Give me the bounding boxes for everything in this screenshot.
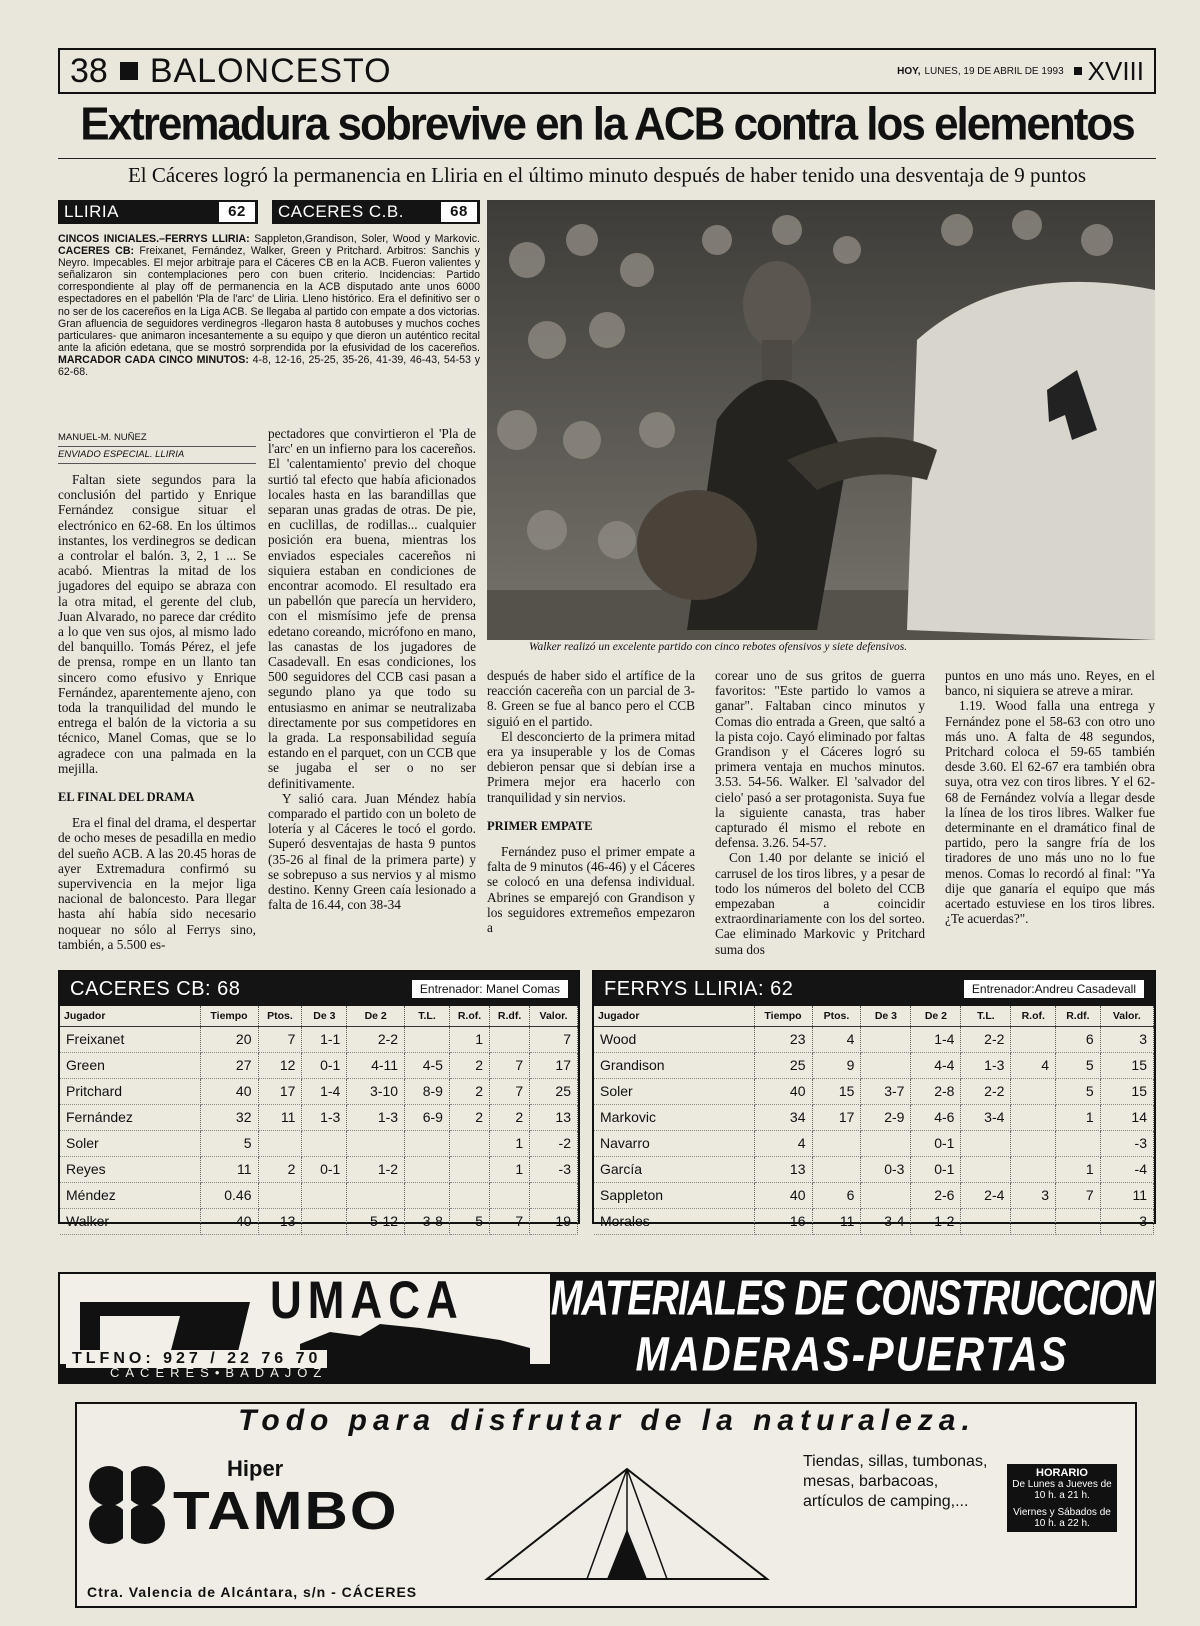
table-header-row <box>60 1006 578 1026</box>
stat-cell <box>1011 1130 1056 1156</box>
stat-cell: 17 <box>530 1052 578 1078</box>
stat-cell: 7 <box>490 1078 530 1104</box>
stat-cell: 27 <box>200 1052 258 1078</box>
tambo-brand: TAMBO <box>173 1480 399 1541</box>
stat-cell: 4 <box>1011 1052 1056 1078</box>
team-score: 62 <box>219 202 255 222</box>
column-header: Ptos. <box>258 1006 302 1026</box>
photo-caption: Walker realizó un excelente partido con cinco rebotes ofensivos y siete defensivos. <box>529 641 908 653</box>
stat-cell: 9 <box>812 1052 861 1078</box>
ad-umaca <box>58 1272 1156 1384</box>
author-role: ENVIADO ESPECIAL. LLIRIA <box>58 447 256 464</box>
stat-cell <box>1056 1130 1101 1156</box>
stat-cell <box>302 1182 347 1208</box>
stat-cell: 11 <box>200 1156 258 1182</box>
ad-line-2: MADERAS-PUERTAS <box>635 1328 1069 1382</box>
stat-cell <box>405 1130 450 1156</box>
score-box-caceres <box>272 200 480 224</box>
stat-cell: 20 <box>200 1026 258 1052</box>
article-column-5 <box>945 668 1155 926</box>
stat-cell: 5 <box>1056 1052 1101 1078</box>
cities: CACERES•BADAJOZ <box>110 1365 328 1380</box>
column-header: R.of. <box>449 1006 489 1026</box>
stat-cell: 1-3 <box>961 1052 1011 1078</box>
divider <box>58 158 1156 159</box>
stats-table-caceres <box>58 970 580 1229</box>
table-row <box>60 1156 578 1182</box>
player-name: Walker <box>60 1208 200 1234</box>
stat-cell: 5 <box>1056 1078 1101 1104</box>
info-text: 4-8, 12-16, 25-25, 35-26, 41-39, 46-43, 54-53 y 62-68. <box>58 353 480 379</box>
paragraph: pectadores que convirtieron el 'Pla de l'arc' en un infierno para los cacereños. El 'calentamiento' previo del choque surtió tal efecto que había aficionados locales hasta en las barandillas que separan unas gradas de otras. De pie, en cuclillas, de rodillas... cualquier posición era buena, mientras los enviados especiales cacereños ni siquiera estaban en condiciones de encontrar acomodo. El resultado era un pabellón que parecía un hervidero, con el mismísimo jefe de prensa edetano coreando, micrófono en mano, las canastas de los jugadores de Casadevall. En esas condiciones, los 500 seguidores del CCB casi pasan a segundo plano ya que todo su entusiasmo en animar se neutralizaba directamente por sus competidores en la grada. La responsabilidad seguía estando en el parquet, con un CCB que se jugaba el ser o no ser definitivamente. <box>268 426 476 791</box>
column-header: Jugador <box>594 1006 754 1026</box>
article-column-2 <box>268 426 476 913</box>
player-name: Freixanet <box>60 1026 200 1052</box>
stat-cell: 11 <box>812 1208 861 1234</box>
player-name: Soler <box>60 1130 200 1156</box>
stat-cell: 2 <box>449 1078 489 1104</box>
stat-cell: 1-2 <box>347 1156 405 1182</box>
player-name: Morales <box>594 1208 754 1234</box>
tambo-logo-icon <box>87 1464 167 1544</box>
player-name: García <box>594 1156 754 1182</box>
game-photo <box>487 200 1155 640</box>
player-name: Navarro <box>594 1130 754 1156</box>
article-column-1 <box>58 472 256 952</box>
column-header: R.of. <box>1011 1006 1056 1026</box>
stat-cell <box>812 1156 861 1182</box>
stat-cell <box>449 1156 489 1182</box>
stat-cell <box>1011 1104 1056 1130</box>
stat-cell: 40 <box>754 1078 812 1104</box>
table-row <box>594 1026 1154 1052</box>
paragraph: Fernández puso el primer empate a falta de 9 minutos (46-46) y el Cáceres se colocó en una defensa individual. Abrines se emparejó con Grandison y los seguidores extremeños empezaron a <box>487 844 695 936</box>
stat-cell: 1-4 <box>911 1026 961 1052</box>
horario-title: HORARIO <box>1036 1467 1088 1479</box>
table-row <box>594 1156 1154 1182</box>
stat-cell: 2-2 <box>961 1026 1011 1052</box>
stat-cell: 40 <box>754 1182 812 1208</box>
stat-cell: 16 <box>754 1208 812 1234</box>
stat-cell <box>449 1182 489 1208</box>
column-header: De 3 <box>302 1006 347 1026</box>
stat-cell: 11 <box>1100 1182 1153 1208</box>
stat-cell: 17 <box>812 1104 861 1130</box>
info-lead: CINCOS INICIALES.–FERRYS LLIRIA: <box>58 233 250 245</box>
stat-cell: 3-4 <box>961 1104 1011 1130</box>
subheading: EL FINAL DEL DRAMA <box>58 790 195 805</box>
headline: Extremadura sobrevive en la ACB contra los elementos <box>80 98 1134 151</box>
stat-cell <box>1011 1078 1056 1104</box>
stat-cell: 17 <box>258 1078 302 1104</box>
stat-cell: 2 <box>490 1104 530 1130</box>
stat-cell: 0.46 <box>200 1182 258 1208</box>
stats-table <box>60 1006 578 1235</box>
section-title: BALONCESTO <box>149 51 392 90</box>
stat-cell: 2 <box>258 1156 302 1182</box>
team-name: LLIRIA <box>64 202 119 221</box>
team-score: 68 <box>441 202 477 222</box>
stat-cell <box>347 1182 405 1208</box>
stat-cell <box>1011 1156 1056 1182</box>
player-name: Soler <box>594 1078 754 1104</box>
stat-cell: 4-4 <box>911 1052 961 1078</box>
table-row <box>60 1104 578 1130</box>
stat-cell: 1-3 <box>347 1104 405 1130</box>
horario-box <box>1007 1464 1117 1532</box>
player-name: Grandison <box>594 1052 754 1078</box>
stat-cell: 5-12 <box>347 1208 405 1234</box>
subheading: PRIMER EMPATE <box>487 818 593 833</box>
table-row <box>594 1104 1154 1130</box>
paragraph: Faltan siete segundos para la conclusión del partido y Enrique Fernández consigue situar el electrónico en 62-68. En los últimos instantes, los verdinegros se dedican a controlar el balón. 3, 2, 1 ... Se acabó. Mientras la mitad de los jugadores del equipo se abraza con la otra mitad, el gerente del club, Juan Alvarado, no parece dar crédito a lo que ven sus ojos, al mismo lado del banquillo. Tomás Pérez, el jefe de prensa, rompe en un llanto tan sincero como efusivo y Enrique Fernández, aparentemente ajeno, con toda la tranquilidad del mundo le entrega el balón de la victoria a su técnico, Manel Comas, que se lo agradece con una palmada en la mejilla. <box>58 472 256 776</box>
column-header: De 2 <box>911 1006 961 1026</box>
stat-cell: -3 <box>1100 1130 1153 1156</box>
table-header-row <box>594 1006 1154 1026</box>
brand-name: UMACA <box>270 1271 464 1330</box>
column-header: Valor. <box>1100 1006 1153 1026</box>
stat-cell: 15 <box>1100 1052 1153 1078</box>
score-box-lliria <box>58 200 258 224</box>
column-header: Ptos. <box>812 1006 861 1026</box>
stat-cell: 25 <box>754 1052 812 1078</box>
player-name: Sappleton <box>594 1182 754 1208</box>
stat-cell <box>1011 1026 1056 1052</box>
stat-cell: 2-4 <box>961 1182 1011 1208</box>
stat-cell: 6 <box>812 1182 861 1208</box>
stat-cell <box>1056 1208 1101 1234</box>
stat-cell: 32 <box>200 1104 258 1130</box>
stat-cell: 1 <box>449 1026 489 1052</box>
stat-cell: 2 <box>449 1104 489 1130</box>
paragraph: puntos en uno más uno. Reyes, en el banco, ni siquiera se atreve a mirar. <box>945 668 1155 699</box>
stat-cell <box>961 1130 1011 1156</box>
coach-label: Entrenador:Andreu Casadevall <box>964 980 1144 998</box>
stat-cell: 4-6 <box>911 1104 961 1130</box>
column-header: Valor. <box>530 1006 578 1026</box>
stat-cell: 7 <box>490 1208 530 1234</box>
stat-cell: 15 <box>1100 1078 1153 1104</box>
stat-cell: 15 <box>812 1078 861 1104</box>
stat-cell: 25 <box>530 1078 578 1104</box>
stat-cell: 13 <box>258 1208 302 1234</box>
ad-hiper-tambo <box>75 1402 1137 1608</box>
stat-cell: 6-9 <box>405 1104 450 1130</box>
stat-cell: 3-4 <box>861 1208 911 1234</box>
author: MANUEL-M. NUÑEZ <box>58 430 256 447</box>
roman-page: XVIII <box>1087 55 1144 86</box>
stat-cell <box>961 1156 1011 1182</box>
subheadline: El Cáceres logró la permanencia en Lliria en el último minuto después de haber tenido una desventaja de 9 puntos <box>127 163 1087 187</box>
column-header: T.L. <box>961 1006 1011 1026</box>
umaca-logo <box>60 1271 550 1382</box>
photo-illustration <box>487 200 1155 640</box>
stat-cell: 3-7 <box>861 1078 911 1104</box>
paragraph: Y salió cara. Juan Méndez había comparado el partido con un boleto de lotería y al Cáceres le tocó el gordo. Superó desventajas de hasta 9 puntos (35-26 al final de la primera parte) y se sobrepuso a sus nervios y al mismo destino. Kenny Green caía lesionado a falta de 16.44, con 38-34 <box>268 790 476 913</box>
player-name: Markovic <box>594 1104 754 1130</box>
stat-cell: 7 <box>490 1052 530 1078</box>
article-column-4 <box>715 668 925 957</box>
column-header: R.df. <box>490 1006 530 1026</box>
article-column-3 <box>487 668 695 935</box>
stat-cell: 19 <box>530 1208 578 1234</box>
stat-cell: 2-9 <box>861 1104 911 1130</box>
stat-cell <box>861 1130 911 1156</box>
stat-cell: 23 <box>754 1026 812 1052</box>
horario-weekdays: De Lunes a Jueves de 10 h. a 21 h. <box>1012 1479 1112 1501</box>
column-header: Tiempo <box>754 1006 812 1026</box>
stat-cell <box>258 1130 302 1156</box>
dateline <box>897 56 1144 87</box>
column-header: T.L. <box>405 1006 450 1026</box>
table-row <box>594 1078 1154 1104</box>
stat-cell: 2-6 <box>911 1182 961 1208</box>
stats-table <box>594 1006 1154 1235</box>
coach-label: Entrenador: Manel Comas <box>412 980 568 998</box>
column-header: Jugador <box>60 1006 200 1026</box>
stat-cell: 3 <box>1100 1026 1153 1052</box>
stat-cell: 1 <box>1056 1104 1101 1130</box>
table-row <box>60 1208 578 1234</box>
stat-cell <box>258 1182 302 1208</box>
byline <box>58 430 256 464</box>
table-row <box>594 1182 1154 1208</box>
table-row <box>594 1130 1154 1156</box>
stat-cell <box>812 1130 861 1156</box>
stat-cell: 11 <box>258 1104 302 1130</box>
column-header: De 3 <box>861 1006 911 1026</box>
issue-date: LUNES, 19 DE ABRIL DE 1993 <box>924 65 1064 77</box>
ad-products: Tiendas, sillas, tumbonas, mesas, barbacoas, artículos de camping,... <box>803 1453 988 1510</box>
stat-cell: 0-1 <box>302 1052 347 1078</box>
stat-cell: 1-3 <box>302 1104 347 1130</box>
ad-slogan: Todo para disfrutar de la naturaleza. <box>238 1404 976 1437</box>
paragraph: El desconcierto de la primera mitad era ya insuperable y los de Comas debieron pensar que si debían irse a Primera mejor era hacerlo con tranquilidad y sin nervios. <box>487 728 695 805</box>
stat-cell: 40 <box>200 1208 258 1234</box>
stat-cell: 0-3 <box>861 1156 911 1182</box>
stat-cell: 4 <box>812 1026 861 1052</box>
player-name: Fernández <box>60 1104 200 1130</box>
stat-cell <box>490 1026 530 1052</box>
stats-table-lliria <box>592 970 1156 1229</box>
stat-cell <box>405 1182 450 1208</box>
stat-cell <box>302 1208 347 1234</box>
stat-cell <box>490 1182 530 1208</box>
square-bullet-icon <box>120 62 138 80</box>
stat-cell: 7 <box>258 1026 302 1052</box>
stat-cell: 1-1 <box>302 1026 347 1052</box>
stat-cell: 40 <box>200 1078 258 1104</box>
stat-cell: 0-1 <box>302 1156 347 1182</box>
stat-cell <box>861 1052 911 1078</box>
team-name: CACERES C.B. <box>278 202 404 221</box>
player-name: Pritchard <box>60 1078 200 1104</box>
player-name: Green <box>60 1052 200 1078</box>
table-row <box>60 1078 578 1104</box>
horario-weekend: Viernes y Sábados de 10 h. a 22 h. <box>1013 1507 1111 1529</box>
phone: TLFNO: 927 / 22 76 70 <box>66 1350 327 1368</box>
stat-cell: -2 <box>530 1130 578 1156</box>
tent-icon <box>477 1459 777 1589</box>
ad-address: Ctra. Valencia de Alcántara, s/n - CÁCERES <box>87 1584 418 1600</box>
table-row <box>60 1130 578 1156</box>
stat-cell: 2-2 <box>961 1078 1011 1104</box>
stat-cell: 3-8 <box>405 1208 450 1234</box>
page-header <box>58 48 1156 94</box>
info-text: Sappleton,Grandison, Soler, Wood y Markovic. <box>249 233 480 245</box>
table-row <box>594 1052 1154 1078</box>
stat-cell <box>302 1130 347 1156</box>
column-header: De 2 <box>347 1006 405 1026</box>
paper-name: HOY, <box>897 65 921 77</box>
table-title: FERRYS LLIRIA: 62 <box>604 977 794 1000</box>
stat-cell <box>405 1156 450 1182</box>
paragraph: corear uno de sus gritos de guerra favoritos: "Este partido lo vamos a ganar". Faltaban cinco minutos y Comas dio entrada a Green, que saltó a la pista cojo. Cayó eliminado por faltas Grandison y el Cáceres logró su primera ventaja en muchos minutos. 3.53. 54-56. Walker. El 'salvador del cielo' pasó a ser protagonista. Suya fue la siguiente canasta, tras haber capturado él mismo el rebote en defensa. 3.26. 54-57. <box>715 668 925 851</box>
stat-cell: 7 <box>530 1026 578 1052</box>
stat-cell: 0-1 <box>911 1156 961 1182</box>
stat-cell <box>405 1026 450 1052</box>
info-text: Freixanet, Fernández, Walker, Green y Pritchard. Arbitros: Sanchis y Neyro. Impecables. El mejor arbitraje para el Cáceres CB en la ACB. Fueron valientes y señalizaron sin contemplaciones pero con buen criterio. Incidencias: Partido correspondiente al play off de permanencia en la ACB disputado ante unos 6000 espectadores en el pabellón 'Pla de l'arc' de Lliria. Lleno histórico. Era el definitivo ser o no ser de los cacereños en la Liga ACB. Se llegaba al partido con empate a dos victorias. Gran afluencia de seguidores verdinegros -llegaron hasta 8 autobuses y muchos coches particulares- que animaron incesantemente a su equipo y que dieron un auténtico recital ante la afición edetana, que se mostró sorprendida por la efusividad de los cacereños. <box>58 245 480 354</box>
stat-cell: -4 <box>1100 1156 1153 1182</box>
stat-cell <box>961 1208 1011 1234</box>
stat-cell: 13 <box>530 1104 578 1130</box>
stat-cell: 5 <box>449 1208 489 1234</box>
stat-cell: 2 <box>449 1052 489 1078</box>
table-title: CACERES CB: 68 <box>70 977 241 1000</box>
info-team: CACERES CB: <box>58 245 135 258</box>
stat-cell: 1 <box>490 1130 530 1156</box>
match-info <box>58 233 480 378</box>
stat-cell <box>449 1130 489 1156</box>
stat-cell: 14 <box>1100 1104 1153 1130</box>
stat-cell: 4-5 <box>405 1052 450 1078</box>
stat-cell: 1-4 <box>302 1078 347 1104</box>
player-name: Méndez <box>60 1182 200 1208</box>
paragraph: 1.19. Wood falla una entrega y Fernández pone el 58-63 con otro uno más uno. A falta de 48 segundos, Pritchard coloca el 59-65 también desde 3.60. El 62-67 era también obra suya, otra vez con tiros libres. Y el 62-68 de Fernández volvía a llegar desde la línea de los tiros libres. Walker fue determinante en el dramático final de partido, pero la sangre fría de los tiradores de uno más uno no lo fue menos. Comas lo recordó al final: "Ya dije que ganaría el equipo que más acertado estuviese en los tiros libres. ¿Te acuerdas?". <box>945 698 1155 927</box>
stat-cell: 4 <box>754 1130 812 1156</box>
stat-cell: 1 <box>1056 1156 1101 1182</box>
player-name: Reyes <box>60 1156 200 1182</box>
stat-cell: 7 <box>1056 1182 1101 1208</box>
stat-cell <box>1011 1208 1056 1234</box>
hiper-label: Hiper <box>227 1456 284 1481</box>
player-name: Wood <box>594 1026 754 1052</box>
stat-cell: 5 <box>200 1130 258 1156</box>
stat-cell: 1-2 <box>911 1208 961 1234</box>
stat-cell: 12 <box>258 1052 302 1078</box>
stat-cell <box>861 1182 911 1208</box>
info-marcador: MARCADOR CADA CINCO MINUTOS: <box>58 353 249 366</box>
stat-cell: 8-9 <box>405 1078 450 1104</box>
stat-cell: 6 <box>1056 1026 1101 1052</box>
stat-cell: 2-8 <box>911 1078 961 1104</box>
stat-cell: 0-1 <box>911 1130 961 1156</box>
stat-cell: 1 <box>490 1156 530 1182</box>
stat-cell: 4-11 <box>347 1052 405 1078</box>
table-row <box>594 1208 1154 1234</box>
stat-cell <box>530 1182 578 1208</box>
column-header: Tiempo <box>200 1006 258 1026</box>
ad-line-1: MATERIALES DE CONSTRUCCION <box>550 1271 1154 1327</box>
square-bullet-icon <box>1074 67 1082 75</box>
stat-cell: 3 <box>1011 1182 1056 1208</box>
paragraph: Era el final del drama, el despertar de ocho meses de pesadilla en medio del sueño ACB. A las 20.45 horas de ayer Extremadura confirmó su supervivencia en la mejor liga nacional de baloncesto. Para llegar hasta ahí había sido necesario noquear no sólo al Ferrys sino, también, a 5.500 es- <box>58 815 256 952</box>
stat-cell <box>347 1130 405 1156</box>
paragraph: después de haber sido el artífice de la reacción cacereña con un parcial de 3-8. Green se fue al banco pero el CCB siguió en el partido. <box>487 668 695 729</box>
column-header: R.df. <box>1056 1006 1101 1026</box>
paragraph: Con 1.40 por delante se inició el carrusel de los tiros libres, y a pesar de todo los números del boleto del CCB empezaban a coincidir extraordinariamente con los del sorteo. Cae eliminado Markovic y Pritchard suma dos <box>715 850 925 957</box>
table-row <box>60 1026 578 1052</box>
stat-cell: 3-10 <box>347 1078 405 1104</box>
page-number: 38 <box>70 51 108 90</box>
stat-cell <box>861 1026 911 1052</box>
stat-cell: -3 <box>530 1156 578 1182</box>
stat-cell: 2-2 <box>347 1026 405 1052</box>
table-row <box>60 1182 578 1208</box>
stat-cell: 13 <box>754 1156 812 1182</box>
stat-cell: 34 <box>754 1104 812 1130</box>
stat-cell: 3 <box>1100 1208 1153 1234</box>
table-row <box>60 1052 578 1078</box>
